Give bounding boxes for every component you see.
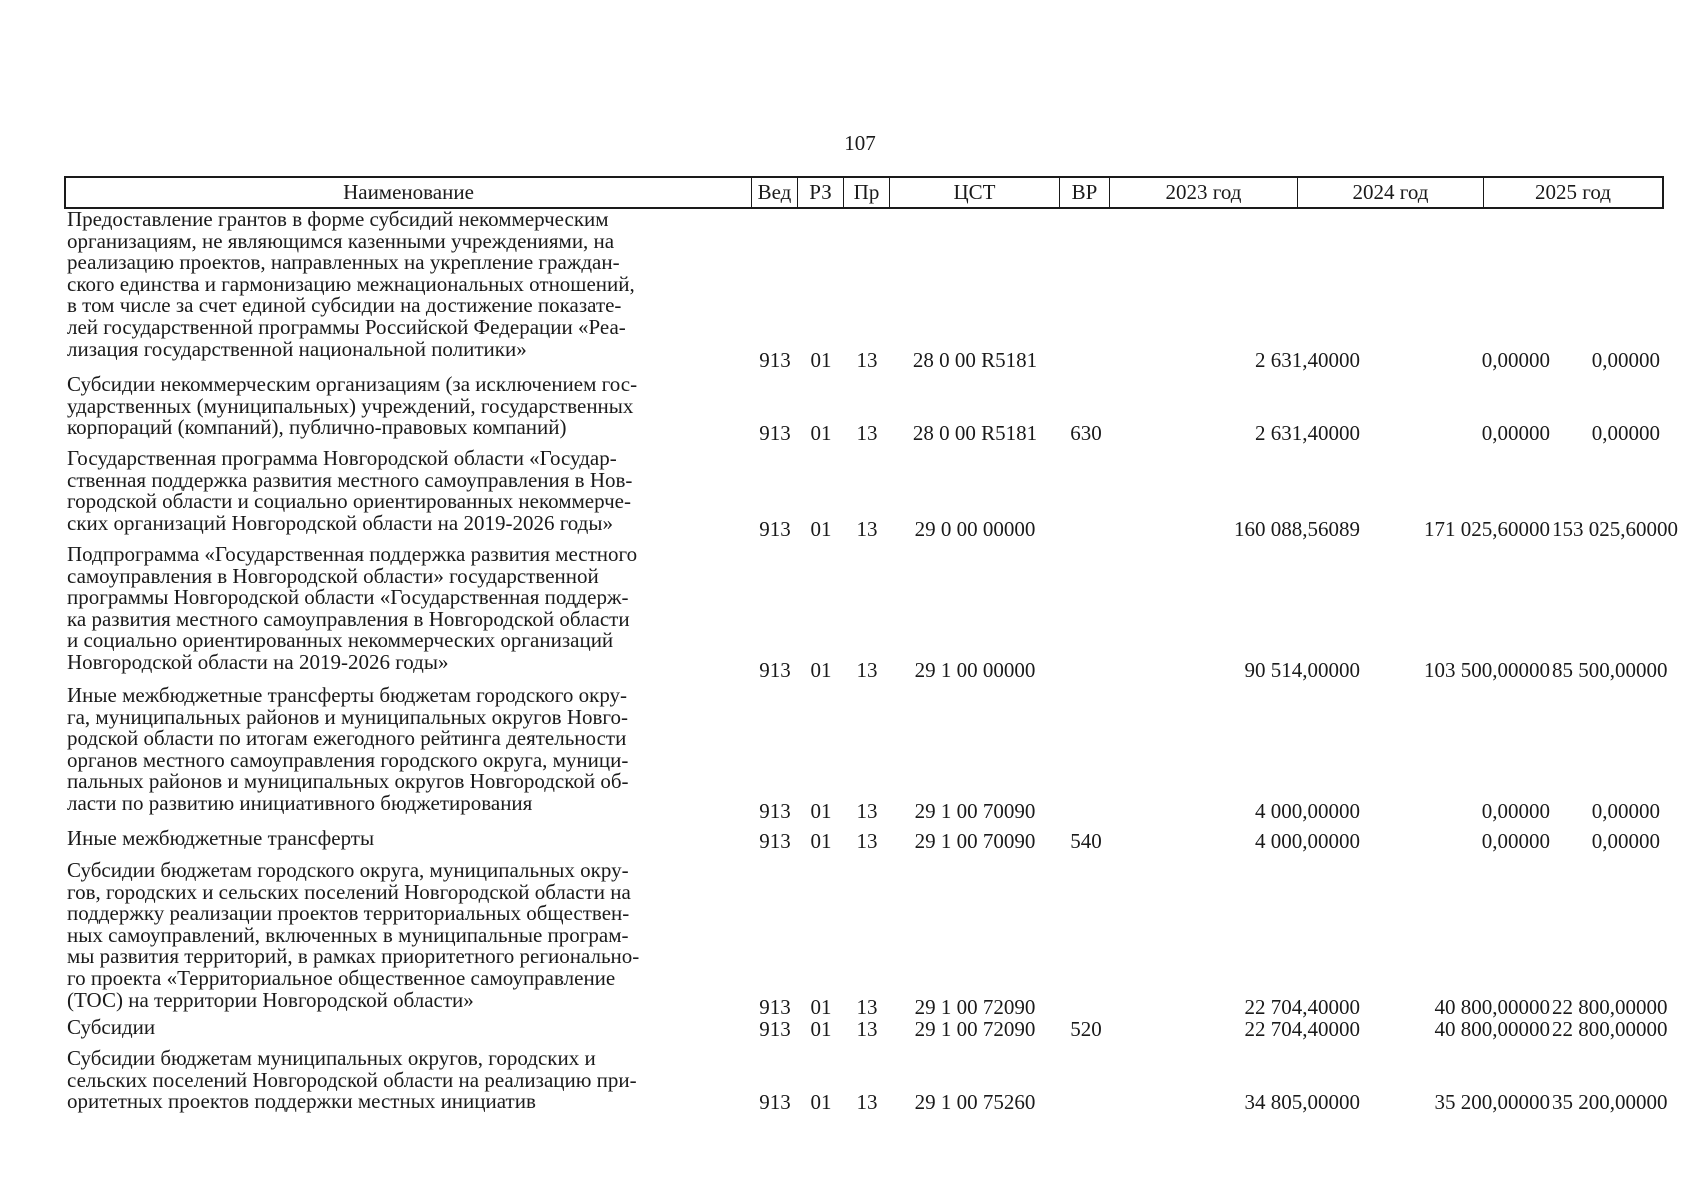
header-2025: 2025 год: [1535, 180, 1611, 204]
row-2025: 0,00000: [1591, 799, 1660, 823]
header-pr: Пр: [844, 178, 890, 207]
row-pr: 13: [856, 517, 878, 541]
row-2023: 34 805,00000: [1244, 1090, 1360, 1114]
row-2025: 22 800,00000: [1552, 995, 1668, 1019]
row-name: Субсидии: [67, 1015, 156, 1039]
row-2023: 2 631,40000: [1255, 348, 1360, 372]
row-2024: 171 025,60000: [1424, 517, 1550, 541]
row-2023: 2 631,40000: [1255, 421, 1360, 445]
row-rz: 01: [810, 995, 832, 1019]
row-cst: 28 0 00 R5181: [912, 421, 1038, 445]
row-2025: 0,00000: [1591, 348, 1660, 372]
table-header: [64, 176, 1664, 209]
header-2023: 2023 год: [1110, 178, 1298, 207]
row-rz: 01: [810, 348, 832, 372]
row-rz: 01: [810, 421, 832, 445]
row-2024: 40 800,00000: [1434, 995, 1550, 1019]
row-ved: 913: [759, 995, 791, 1019]
row-cst: 29 1 00 00000: [914, 658, 1036, 682]
header-ved: Вед: [752, 178, 798, 207]
row-cst: 29 1 00 72090: [914, 995, 1036, 1019]
row-ved: 913: [759, 658, 791, 682]
row-2023: 22 704,40000: [1244, 1017, 1360, 1041]
row-2024: 0,00000: [1481, 421, 1550, 445]
row-rz: 01: [810, 1090, 832, 1114]
header-2024: 2024 год: [1298, 178, 1484, 207]
row-ved: 913: [759, 829, 791, 853]
header-name: Наименование: [66, 178, 752, 207]
row-2023: 4 000,00000: [1255, 829, 1360, 853]
row-name: Государственная программа Новгородской области «Государ- ственная поддержка развития местного самоуправления в Нов- городской области и социально ориентированных некоммерче- ских организаций Новгородской области на 2019-2026 годы»: [67, 446, 633, 535]
row-cst: 29 1 00 70090: [914, 829, 1036, 853]
row-cst: 29 1 00 75260: [914, 1090, 1036, 1114]
row-name: Подпрограмма «Государственная поддержка развития местного самоуправления в Новгородской области» государственной программы Новгородской области «Государственная поддерж- ка развития местного самоуправления в Новгородской области и социально ориентированных некоммерческих организаций Новгородской области на 2019-2026 годы»: [67, 542, 638, 674]
row-2024: 103 500,00000: [1424, 658, 1550, 682]
row-cst: 29 1 00 70090: [914, 799, 1036, 823]
row-cst: 29 1 00 72090: [914, 1017, 1036, 1041]
row-pr: 13: [856, 829, 878, 853]
row-pr: 13: [856, 799, 878, 823]
row-rz: 01: [810, 799, 832, 823]
row-ved: 913: [759, 1017, 791, 1041]
header-cst: ЦСТ: [890, 178, 1060, 207]
row-rz: 01: [810, 829, 832, 853]
row-2024: 40 800,00000: [1434, 1017, 1550, 1041]
row-rz: 01: [810, 658, 832, 682]
page-number: 107: [844, 131, 876, 155]
row-2023: 90 514,00000: [1244, 658, 1360, 682]
row-2025: 0,00000: [1591, 421, 1660, 445]
row-ved: 913: [759, 799, 791, 823]
row-ved: 913: [759, 348, 791, 372]
header-rz: РЗ: [798, 178, 844, 207]
row-ved: 913: [759, 1090, 791, 1114]
row-name: Субсидии бюджетам городского округа, муниципальных окру- гов, городских и сельских поселений Новгородской области на поддержку реализации проектов территориальных обществен- ных самоуправлений, включенных в муниципальные програм- мы развития территорий, в рамках приоритетного регионально- го проекта «Территориальное общественное самоуправление (ТОС) на территории Новгородской области»: [67, 858, 640, 1012]
row-ved: 913: [759, 517, 791, 541]
row-pr: 13: [856, 995, 878, 1019]
row-cst: 28 0 00 R5181: [912, 348, 1038, 372]
row-vr: 540: [1070, 829, 1102, 853]
row-2024: 35 200,00000: [1434, 1090, 1550, 1114]
row-name: Предоставление грантов в форме субсидий некоммерческим организациям, не являющимся казенными учреждениями, на реализацию проектов, направленных на укрепление граждан- ского единства и гармонизацию межнациональных отношений, в том числе за счет единой субсидии на достижение показате- лей государственной программы Российской Федерации «Реа- лизация государственной национальной политики»: [67, 207, 635, 361]
row-rz: 01: [810, 517, 832, 541]
row-2025: 0,00000: [1591, 829, 1660, 853]
row-name: Иные межбюджетные трансферты: [67, 826, 375, 850]
row-ved: 913: [759, 421, 791, 445]
row-2023: 22 704,40000: [1244, 995, 1360, 1019]
row-2023: 4 000,00000: [1255, 799, 1360, 823]
row-2025: 22 800,00000: [1552, 1017, 1668, 1041]
row-name: Субсидии бюджетам муниципальных округов, городских и сельских поселений Новгородской области на реализацию при- оритетных проектов поддержки местных инициатив: [67, 1046, 637, 1114]
row-rz: 01: [810, 1017, 832, 1041]
row-pr: 13: [856, 1017, 878, 1041]
row-2025: 85 500,00000: [1552, 658, 1668, 682]
row-name: Субсидии некоммерческим организациям (за исключением гос- ударственных (муниципальных) учреждений, государственных корпораций (компаний), публично-правовых компаний): [67, 372, 638, 440]
row-pr: 13: [856, 421, 878, 445]
row-2025: 35 200,00000: [1552, 1090, 1668, 1114]
row-vr: 630: [1070, 421, 1102, 445]
row-pr: 13: [856, 1090, 878, 1114]
row-2024: 0,00000: [1481, 829, 1550, 853]
row-pr: 13: [856, 658, 878, 682]
row-2024: 0,00000: [1481, 348, 1550, 372]
row-2025: 153 025,60000: [1552, 517, 1678, 541]
row-2024: 0,00000: [1481, 799, 1550, 823]
header-vr: ВР: [1060, 178, 1110, 207]
row-pr: 13: [856, 348, 878, 372]
row-2023: 160 088,56089: [1234, 517, 1360, 541]
row-vr: 520: [1070, 1017, 1102, 1041]
row-name: Иные межбюджетные трансферты бюджетам городского окру- га, муниципальных районов и муниципальных округов Новго- родской области по итогам ежегодного рейтинга деятельности органов местного самоуправления городского округа, муници- пальных районов и муниципальных округов Новгородской об- ласти по развитию инициативного бюджетирования: [67, 683, 629, 815]
row-cst: 29 0 00 00000: [914, 517, 1036, 541]
